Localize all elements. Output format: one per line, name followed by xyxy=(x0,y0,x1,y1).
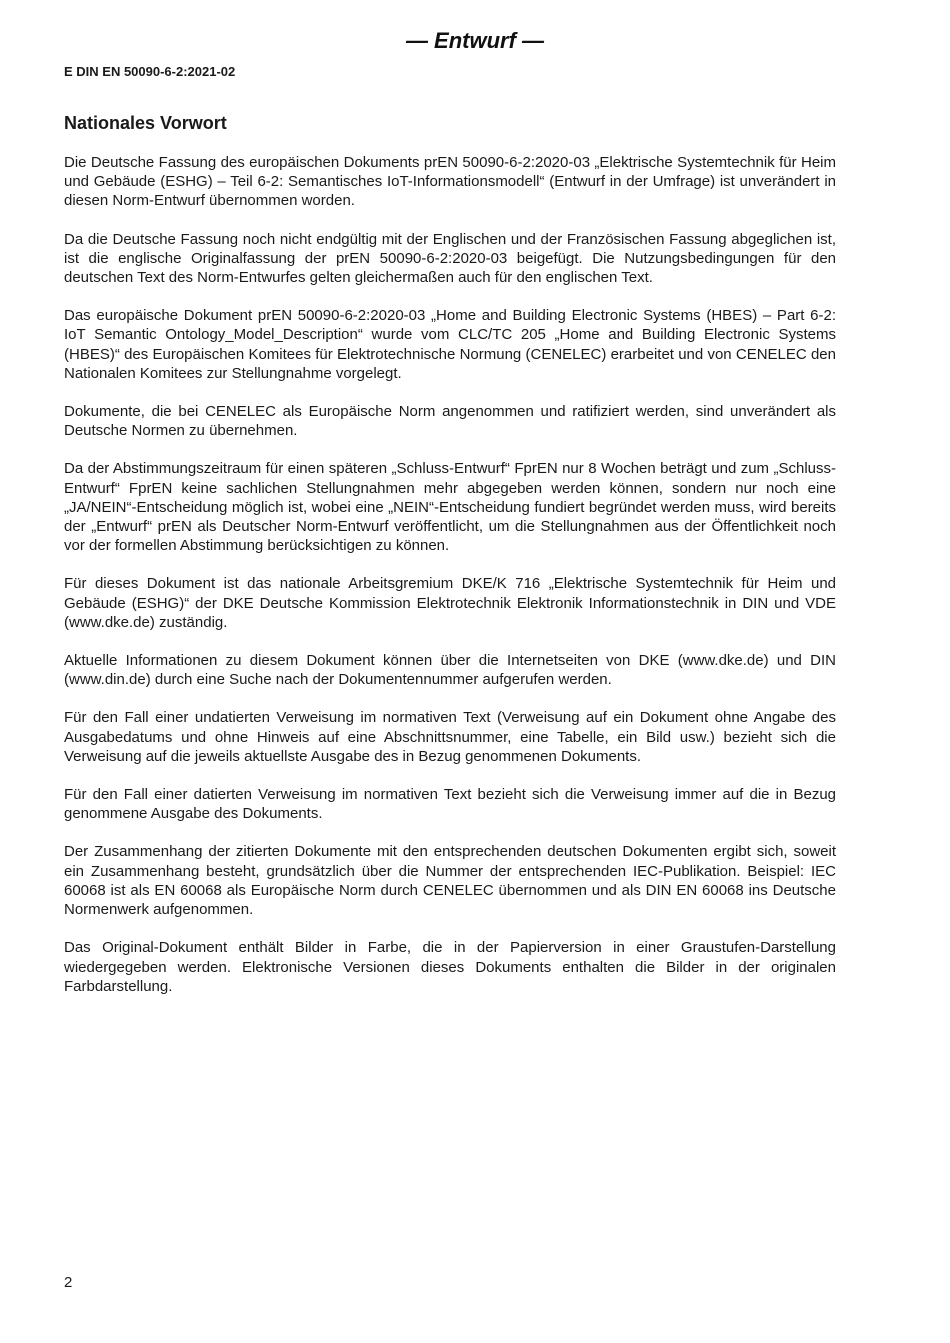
paragraph-11: Das Original-Dokument enthält Bilder in Farbe, die in der Papierversion in einer Graustufen-Darstellung wiedergegeben werden. Elektronische Versionen dieses Dokuments enthalten die Bilder in der originalen Farbdarstellung. xyxy=(64,939,836,995)
paragraph-4: Dokumente, die bei CENELEC als Europäische Norm angenommen und ratifiziert werden, sind unverändert als Deutsche Normen zu übernehmen. xyxy=(64,403,836,440)
paragraph-10: Der Zusammenhang der zitierten Dokumente mit den entsprechenden deutschen Dokumenten ergibt sich, soweit ein Zusammenhang besteht, grundsätzlich über die Nummer der entsprechenden IEC-Publikation. Beispiel: IEC 60068 ist als EN 60068 als Europäische Norm durch CENELEC übernommen und als DIN EN 60068 ins Deutsche Normenwerk aufgenommen. xyxy=(64,843,836,919)
foreword-body xyxy=(64,153,836,1015)
paragraph-1: Die Deutsche Fassung des europäischen Dokuments prEN 50090-6-2:2020-03 „Elektrische Systemtechnik für Heim und Gebäude (ESHG) – Teil 6-2: Semantisches IoT-Informationsmodell“ (Entwurf in der Umfrage) ist unverändert in diesen Norm-Entwurf übernommen worden. xyxy=(64,154,836,210)
paragraph-3: Das europäische Dokument prEN 50090-6-2:2020-03 „Home and Building Electronic Systems (HBES) – Part 6-2: IoT Semantic Ontology_Model_Description“ wurde vom CLC/TC 205 „Home and Building Electronic Systems (HBES)“ des Europäischen Komitees für Elektrotechnische Normung (CENELEC) erarbeitet und von CENELEC den Nationalen Komitees zur Stellungnahme vorgelegt. xyxy=(64,307,836,382)
paragraph-7: Aktuelle Informationen zu diesem Dokument können über die Internetseiten von DKE (www.dke.de) und DIN (www.din.de) durch eine Suche nach der Dokumentennummer aufgerufen werden. xyxy=(64,652,836,689)
paragraph-5: Da der Abstimmungszeitraum für einen späteren „Schluss-Entwurf“ FprEN nur 8 Wochen beträgt und zum „Schluss-Entwurf“ FprEN keine sachlichen Stellungnahmen mehr abgegeben werden können, sondern nur noch eine „JA/NEIN“-Entscheidung möglich ist, wobei eine „NEIN“-Entscheidung fundiert begründet werden muss, wird bereits der „Entwurf“ prEN als Deutscher Norm-Entwurf veröffentlicht, um die Stellungnahmen aus der Öffentlichkeit noch vor der formellen Abstimmung berücksichtigen zu können. xyxy=(64,460,836,555)
draft-label: — Entwurf — xyxy=(405,28,545,53)
paragraph-8: Für den Fall einer undatierten Verweisung im normativen Text (Verweisung auf ein Dokument ohne Angabe des Ausgabedatums und ohne Hinweis auf eine Abschnittsnummer, eine Tabelle, ein Bild usw.) bezieht sich die Verweisung auf die jeweils aktuellste Ausgabe des in Bezug genommenen Dokuments. xyxy=(64,709,836,765)
page-number: 2 xyxy=(64,1274,73,1291)
section-title: Nationales Vorwort xyxy=(64,113,227,133)
paragraph-2: Da die Deutsche Fassung noch nicht endgültig mit der Englischen und der Französischen Fassung abgeglichen ist, ist die englische Originalfassung der prEN 50090-6-2:2020-03 beigefügt. Die Nutzungsbedingungen für den deutschen Text des Norm-Entwurfes gelten gleichermaßen auch für den englischen Text. xyxy=(64,230,836,287)
paragraph-9: Für den Fall einer datierten Verweisung im normativen Text bezieht sich die Verweisung immer auf die in Bezug genommene Ausgabe des Dokuments. xyxy=(64,786,836,823)
document-id: E DIN EN 50090-6-2:2021-02 xyxy=(64,64,236,79)
paragraph-6: Für dieses Dokument ist das nationale Arbeitsgremium DKE/K 716 „Elektrische Systemtechnik für Heim und Gebäude (ESHG)“ der DKE Deutsche Kommission Elektrotechnik Elektronik Informationstechnik in DIN und VDE (www.dke.de) zuständig. xyxy=(64,575,836,631)
